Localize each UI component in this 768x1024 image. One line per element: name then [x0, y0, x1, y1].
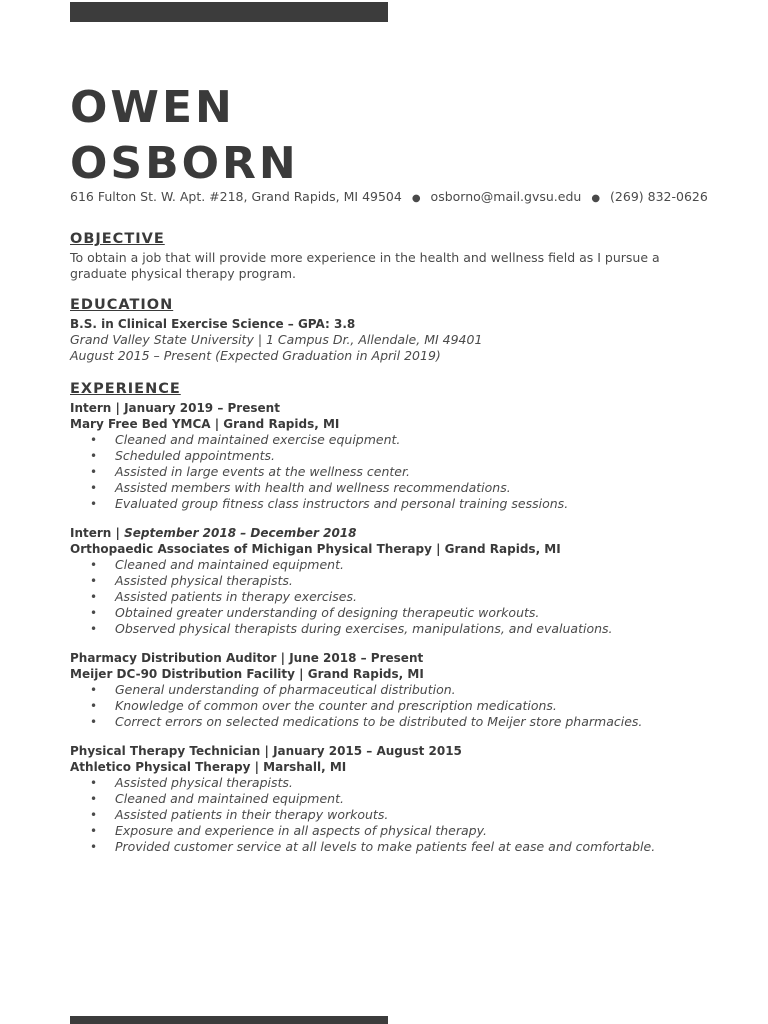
job-employer: Athletico Physical Therapy | Marshall, MI: [70, 760, 347, 774]
education-dates: August 2015 – Present (Expected Graduation in April 2019): [70, 348, 441, 363]
list-item: [70, 557, 710, 573]
job-title-line: [70, 400, 710, 416]
bullet-icon: •: [90, 808, 98, 822]
list-item: [70, 791, 710, 807]
list-item-text: Assisted members with health and wellness recommendations.: [115, 480, 511, 495]
job-title-line: [70, 743, 710, 759]
bullet-icon: •: [90, 824, 98, 838]
first-name: OWEN: [70, 82, 235, 133]
job-dates: September 2018 – December 2018: [124, 526, 357, 540]
list-item-text: Scheduled appointments.: [115, 448, 275, 463]
bullet-icon: •: [90, 558, 98, 572]
job-employer: Mary Free Bed YMCA | Grand Rapids, MI: [70, 417, 340, 431]
list-item-text: Assisted patients in their therapy workouts.: [115, 807, 389, 822]
job-title: Physical Therapy Technician: [70, 744, 261, 758]
job-title: Pharmacy Distribution Auditor: [70, 651, 277, 665]
list-item: [70, 432, 710, 448]
job-employer: Meijer DC-90 Distribution Facility | Grand Rapids, MI: [70, 667, 424, 681]
bullet-icon: •: [90, 776, 98, 790]
header-decorative-bar: [70, 2, 388, 22]
list-item: [70, 698, 710, 714]
bullet-icon: •: [90, 497, 98, 511]
job-title: Intern: [70, 401, 112, 415]
list-item-text: Assisted physical therapists.: [115, 573, 293, 588]
bullet-icon: •: [90, 449, 98, 463]
bullet-icon: •: [90, 606, 98, 620]
job-bullet-list: [70, 682, 710, 730]
bullet-icon: •: [90, 840, 98, 854]
list-item: [70, 464, 710, 480]
education-section: [70, 296, 710, 364]
list-item: [70, 714, 710, 730]
bullet-separator-icon: ●: [411, 193, 421, 204]
education-heading: EDUCATION: [70, 297, 174, 313]
list-item-text: Cleaned and maintained exercise equipment.: [115, 432, 401, 447]
list-item: [70, 573, 710, 589]
list-item-text: Assisted patients in therapy exercises.: [115, 589, 357, 604]
job-title-separator: |: [260, 744, 274, 758]
experience-section: [70, 380, 710, 868]
objective-line-1: To obtain a job that will provide more experience in the health and wellness field as I pursue a: [70, 250, 660, 265]
list-item-text: General understanding of pharmaceutical distribution.: [115, 682, 456, 697]
bullet-icon: •: [90, 433, 98, 447]
job-title: Intern: [70, 526, 112, 540]
contact-email[interactable]: osborno@mail.gvsu.edu: [430, 189, 582, 204]
job-entry: [70, 525, 710, 637]
education-school: Grand Valley State University | 1 Campus Dr., Allendale, MI 49401: [70, 332, 483, 347]
experience-heading: EXPERIENCE: [70, 381, 181, 397]
job-title-separator: |: [276, 651, 290, 665]
list-item-text: Evaluated group fitness class instructors and personal training sessions.: [115, 496, 569, 511]
list-item-text: Knowledge of common over the counter and prescription medications.: [115, 698, 557, 713]
list-item-text: Correct errors on selected medications to be distributed to Meijer store pharmacies.: [115, 714, 643, 729]
job-title-separator: |: [111, 526, 125, 540]
bullet-icon: •: [90, 622, 98, 636]
job-entry: [70, 650, 710, 730]
list-item: [70, 496, 710, 512]
bullet-icon: •: [90, 715, 98, 729]
list-item-text: Cleaned and maintained equipment.: [115, 557, 344, 572]
job-dates: January 2019 – Present: [124, 401, 280, 415]
job-title-line: [70, 525, 710, 541]
list-item: [70, 839, 710, 855]
list-item: [70, 621, 710, 637]
objective-heading: OBJECTIVE: [70, 231, 165, 247]
bullet-icon: •: [90, 792, 98, 806]
list-item: [70, 589, 710, 605]
list-item: [70, 480, 710, 496]
contact-address: 616 Fulton St. W. Apt. #218, Grand Rapids, MI 49504: [70, 189, 402, 204]
list-item: [70, 682, 710, 698]
list-item: [70, 605, 710, 621]
list-item-text: Obtained greater understanding of designing therapeutic workouts.: [115, 605, 540, 620]
list-item-text: Provided customer service at all levels to make patients feel at ease and comfortable.: [115, 839, 656, 854]
bullet-icon: •: [90, 465, 98, 479]
job-dates: June 2018 – Present: [289, 651, 424, 665]
job-entry: [70, 400, 710, 512]
bullet-icon: •: [90, 481, 98, 495]
job-title-separator: |: [111, 401, 125, 415]
contact-phone: (269) 832-0626: [610, 189, 708, 204]
contact-line: [70, 189, 708, 204]
list-item: [70, 823, 710, 839]
job-employer: Orthopaedic Associates of Michigan Physical Therapy | Grand Rapids, MI: [70, 542, 561, 556]
bullet-icon: •: [90, 683, 98, 697]
bullet-icon: •: [90, 574, 98, 588]
last-name: OSBORN: [70, 138, 299, 189]
bullet-separator-icon: ●: [591, 193, 601, 204]
list-item-text: Cleaned and maintained equipment.: [115, 791, 344, 806]
job-title-line: [70, 650, 710, 666]
job-bullet-list: [70, 432, 710, 512]
bullet-icon: •: [90, 590, 98, 604]
objective-section: [70, 230, 710, 282]
list-item-text: Assisted in large events at the wellness center.: [115, 464, 410, 479]
objective-line-2: graduate physical therapy program.: [70, 266, 296, 281]
footer-decorative-bar: [70, 1016, 388, 1024]
bullet-icon: •: [90, 699, 98, 713]
list-item-text: Observed physical therapists during exercises, manipulations, and evaluations.: [115, 621, 613, 636]
education-degree: B.S. in Clinical Exercise Science – GPA: 3.8: [70, 317, 356, 331]
list-item: [70, 807, 710, 823]
list-item: [70, 775, 710, 791]
list-item: [70, 448, 710, 464]
job-bullet-list: [70, 775, 710, 855]
list-item-text: Assisted physical therapists.: [115, 775, 293, 790]
job-dates: January 2015 – August 2015: [273, 744, 462, 758]
list-item-text: Exposure and experience in all aspects of physical therapy.: [115, 823, 487, 838]
job-entry: [70, 743, 710, 855]
job-bullet-list: [70, 557, 710, 637]
